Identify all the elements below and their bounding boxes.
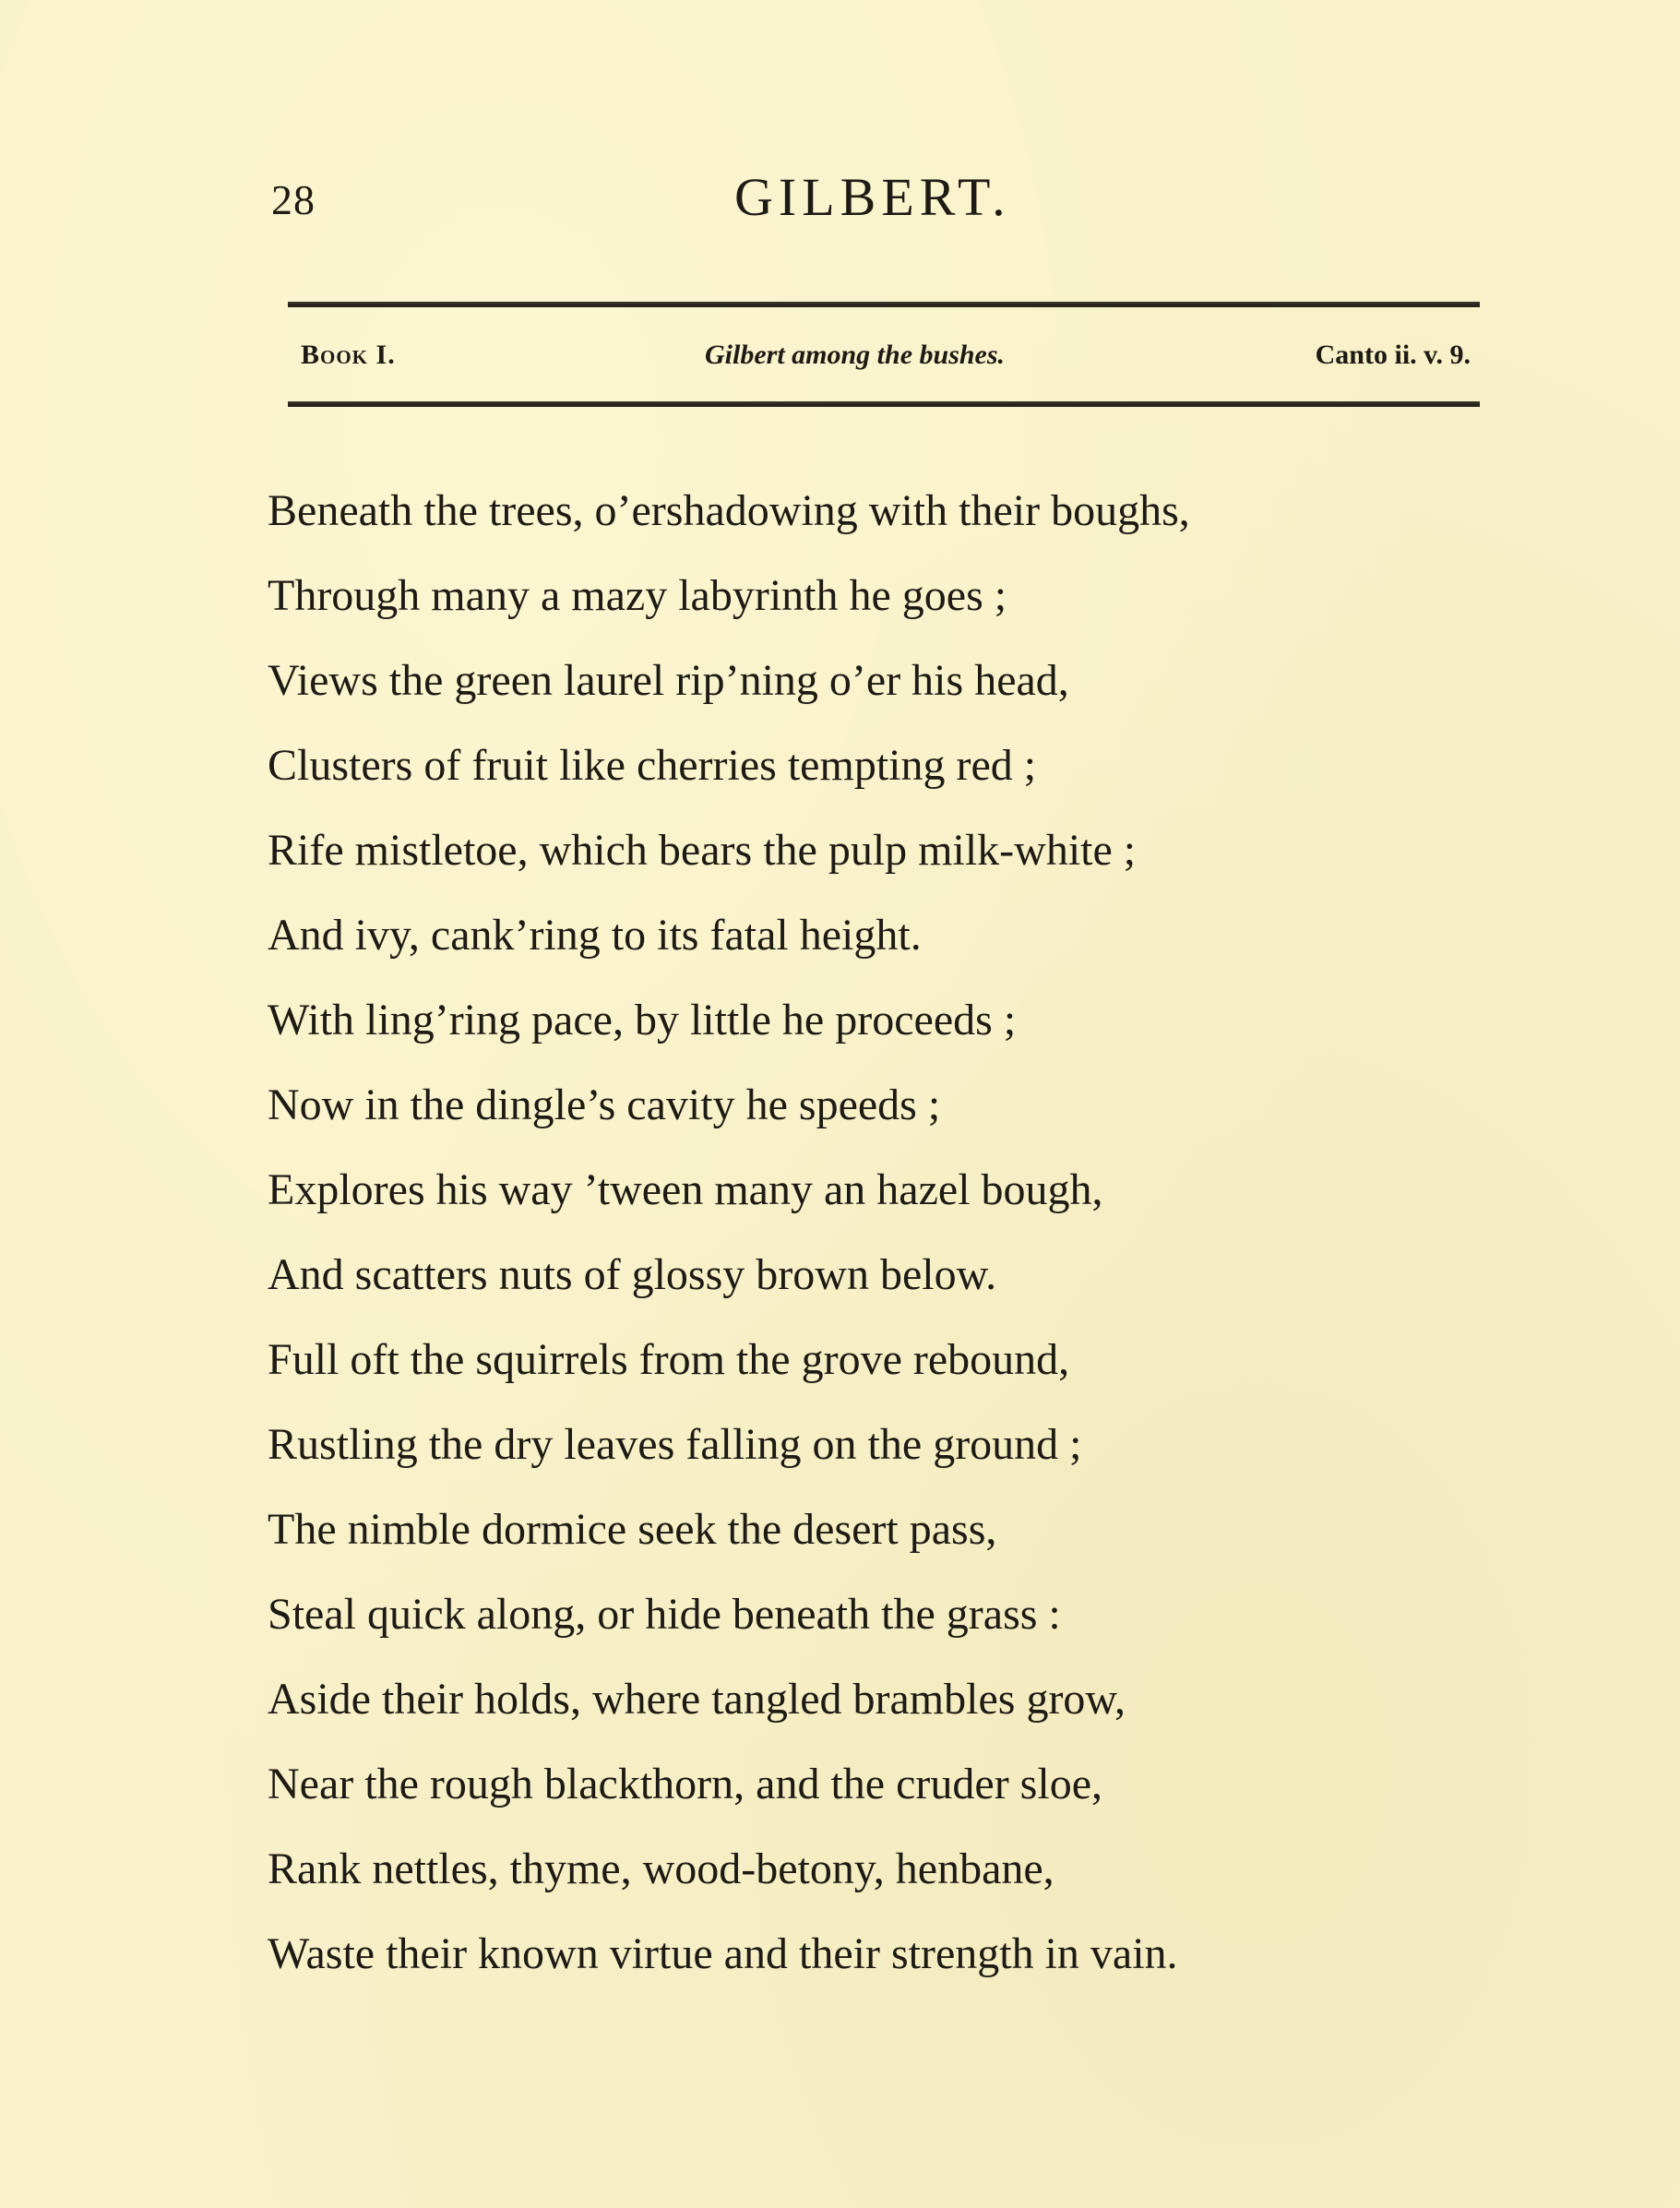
poem-line: Views the green laurel rip’ning o’er his head, [268, 656, 1069, 705]
poem-line: And scatters nuts of glossy brown below. [268, 1250, 997, 1299]
poem-line: Beneath the trees, o’ershadowing with their boughs, [268, 486, 1190, 535]
rule-line [288, 304, 1480, 307]
poem-line: Rank nettles, thyme, wood-betony, henbane, [268, 1844, 1054, 1893]
top-double-rule [288, 297, 1480, 307]
book-label: Book I. [301, 340, 396, 370]
poem-line: With ling’ring pace, by little he proceeds ; [268, 996, 1017, 1044]
poem-line: And ivy, cank’ring to its fatal height. [268, 911, 922, 960]
poem-line: Aside their holds, where tangled brambles grow, [268, 1675, 1126, 1724]
canto-label: Canto ii. v. 9. [1315, 340, 1471, 370]
poem-line: Through many a mazy labyrinth he goes ; [268, 571, 1007, 620]
poem-line: Explores his way ’tween many an hazel bough, [268, 1165, 1103, 1214]
poem-line: Waste their known virtue and their strength in vain. [268, 1929, 1178, 1978]
poem-line: Rife mistletoe, which bears the pulp milk-white ; [268, 826, 1137, 875]
poem-body [268, 469, 1467, 1997]
section-heading [288, 336, 1480, 382]
section-subject: Gilbert among the bushes. [705, 340, 1006, 370]
bottom-double-rule [288, 397, 1480, 407]
poem-line: Full oft the squirrels from the grove rebound, [268, 1335, 1070, 1384]
poem-line: Clusters of fruit like cherries tempting red ; [268, 741, 1037, 790]
poem-line: Rustling the dry leaves falling on the ground ; [268, 1420, 1082, 1469]
rule-line [288, 403, 1480, 407]
page-title: GILBERT. [734, 167, 1011, 227]
running-head [0, 166, 1680, 240]
poem-line: Near the rough blackthorn, and the cruder sloe, [268, 1760, 1102, 1808]
poem-line: The nimble dormice seek the desert pass, [268, 1505, 997, 1554]
poem-line: Now in the dingle’s cavity he speeds ; [268, 1080, 941, 1129]
poem-line: Steal quick along, or hide beneath the grass : [268, 1590, 1061, 1639]
page-number: 28 [271, 176, 316, 223]
